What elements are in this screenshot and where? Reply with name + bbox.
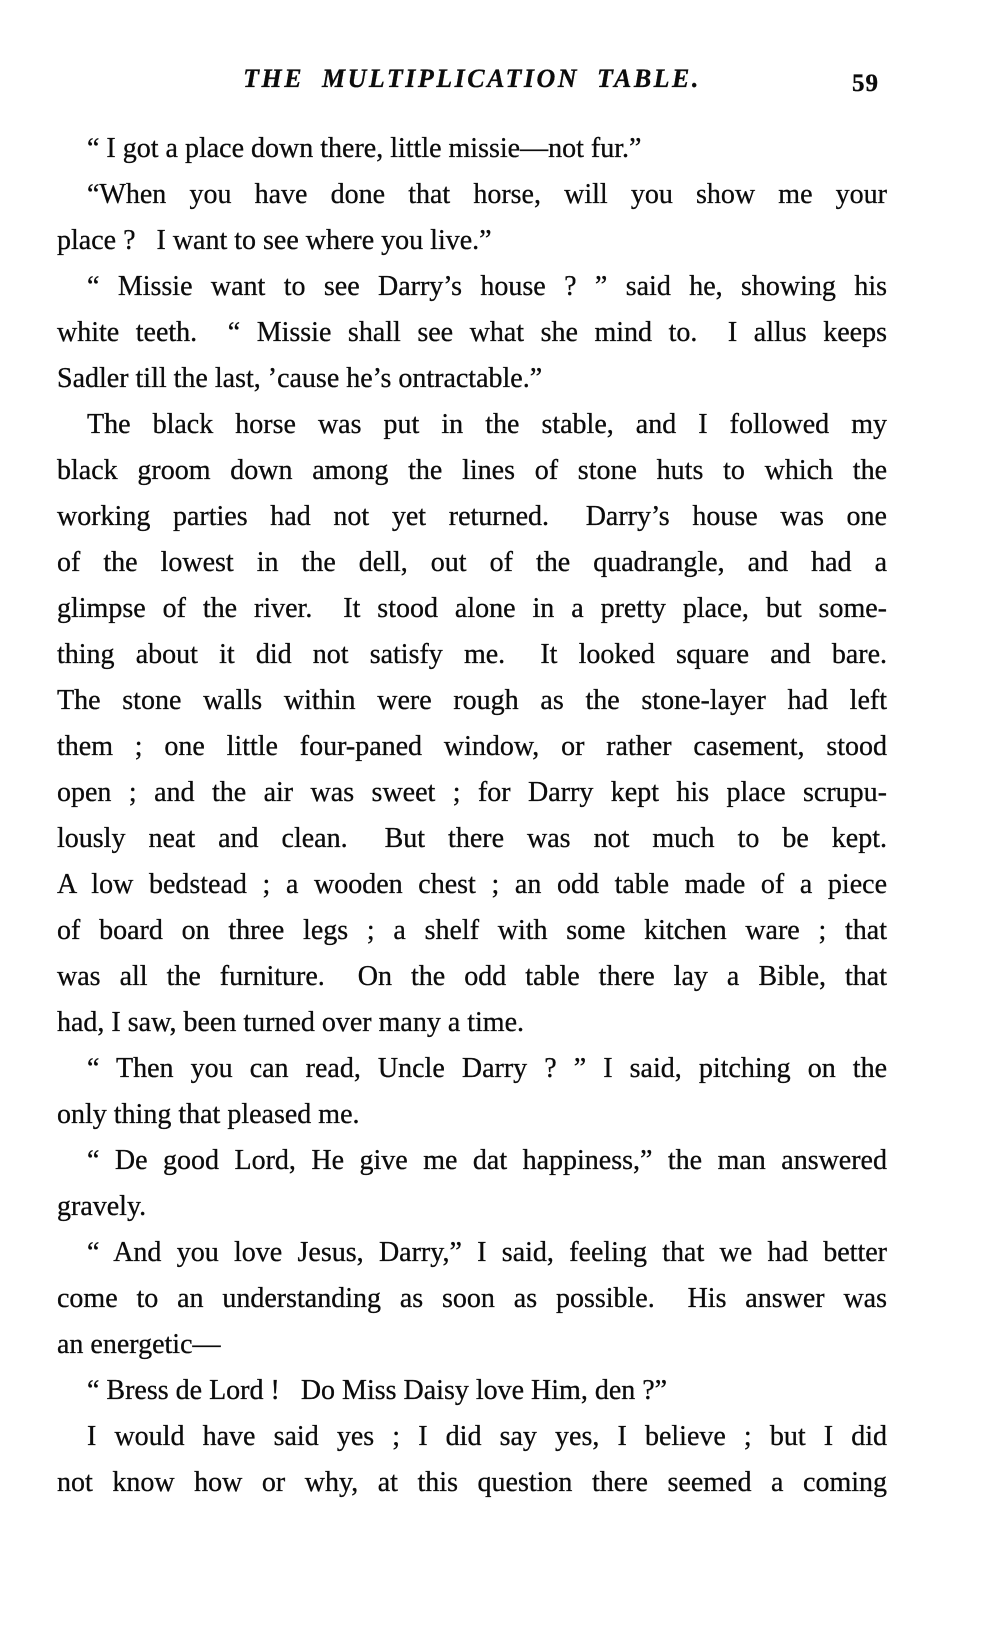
paragraph bbox=[57, 1046, 887, 1138]
text-line: gravely. bbox=[57, 1191, 147, 1222]
text-line: black groom down among the lines of stone huts to which the bbox=[57, 455, 887, 486]
text-line: not know how or why, at this question there seemed a coming bbox=[57, 1467, 887, 1498]
text-line: of board on three legs ; a shelf with some kitchen ware ; that bbox=[57, 915, 887, 946]
text-line: I would have said yes ; I did say yes, I believe ; but I did bbox=[87, 1421, 887, 1452]
text-line: an energetic— bbox=[57, 1329, 221, 1360]
text-line: “ Then you can read, Uncle Darry ? ” I said, pitching on the bbox=[87, 1053, 887, 1084]
paragraph bbox=[57, 1138, 887, 1230]
text-line: The stone walls within were rough as the stone-layer had left bbox=[57, 685, 887, 716]
text-line: A low bedstead ; a wooden chest ; an odd table made of a piece bbox=[57, 869, 887, 900]
text-line: Sadler till the last, ’cause he’s ontractable.” bbox=[57, 363, 543, 394]
paragraph bbox=[57, 172, 887, 264]
paragraph bbox=[57, 126, 887, 172]
page-header bbox=[57, 64, 887, 104]
text-line: “When you have done that horse, will you show me your bbox=[87, 179, 887, 210]
text-line: “ Missie want to see Darry’s house ? ” said he, showing his bbox=[87, 271, 887, 302]
running-title: THE MULTIPLICATION TABLE. bbox=[243, 64, 701, 93]
text-line: of the lowest in the dell, out of the quadrangle, and had a bbox=[57, 547, 887, 578]
paragraph bbox=[57, 1368, 887, 1414]
paragraph bbox=[57, 1414, 887, 1506]
text-line: only thing that pleased me. bbox=[57, 1099, 360, 1130]
text-line: thing about it did not satisfy me. It looked square and bare. bbox=[57, 639, 887, 670]
text-line: “ Bress de Lord ! Do Miss Daisy love Him, den ?” bbox=[87, 1375, 668, 1406]
paragraph bbox=[57, 1230, 887, 1368]
text-line: glimpse of the river. It stood alone in a pretty place, but some- bbox=[57, 593, 887, 624]
text-line: white teeth. “ Missie shall see what she mind to. I allus keeps bbox=[57, 317, 887, 348]
text-line: lously neat and clean. But there was not much to be kept. bbox=[57, 823, 887, 854]
text-line: was all the furniture. On the odd table there lay a Bible, that bbox=[57, 961, 887, 992]
text-line: had, I saw, been turned over many a time. bbox=[57, 1007, 525, 1038]
text-line: The black horse was put in the stable, and I followed my bbox=[87, 409, 887, 440]
text-line: working parties had not yet returned. Darry’s house was one bbox=[57, 501, 887, 532]
page-number: 59 bbox=[852, 70, 879, 97]
paragraph bbox=[57, 402, 887, 1046]
page-body bbox=[57, 126, 887, 1506]
text-line: “ I got a place down there, little missie—not fur.” bbox=[87, 133, 642, 164]
text-line: come to an understanding as soon as possible. His answer was bbox=[57, 1283, 887, 1314]
text-line: “ De good Lord, He give me dat happiness,” the man answered bbox=[87, 1145, 887, 1176]
text-line: them ; one little four-paned window, or rather casement, stood bbox=[57, 731, 887, 762]
text-line: “ And you love Jesus, Darry,” I said, feeling that we had better bbox=[87, 1237, 887, 1268]
text-line: open ; and the air was sweet ; for Darry kept his place scrupu- bbox=[57, 777, 887, 808]
paragraph bbox=[57, 264, 887, 402]
text-line: place ? I want to see where you live.” bbox=[57, 225, 492, 256]
